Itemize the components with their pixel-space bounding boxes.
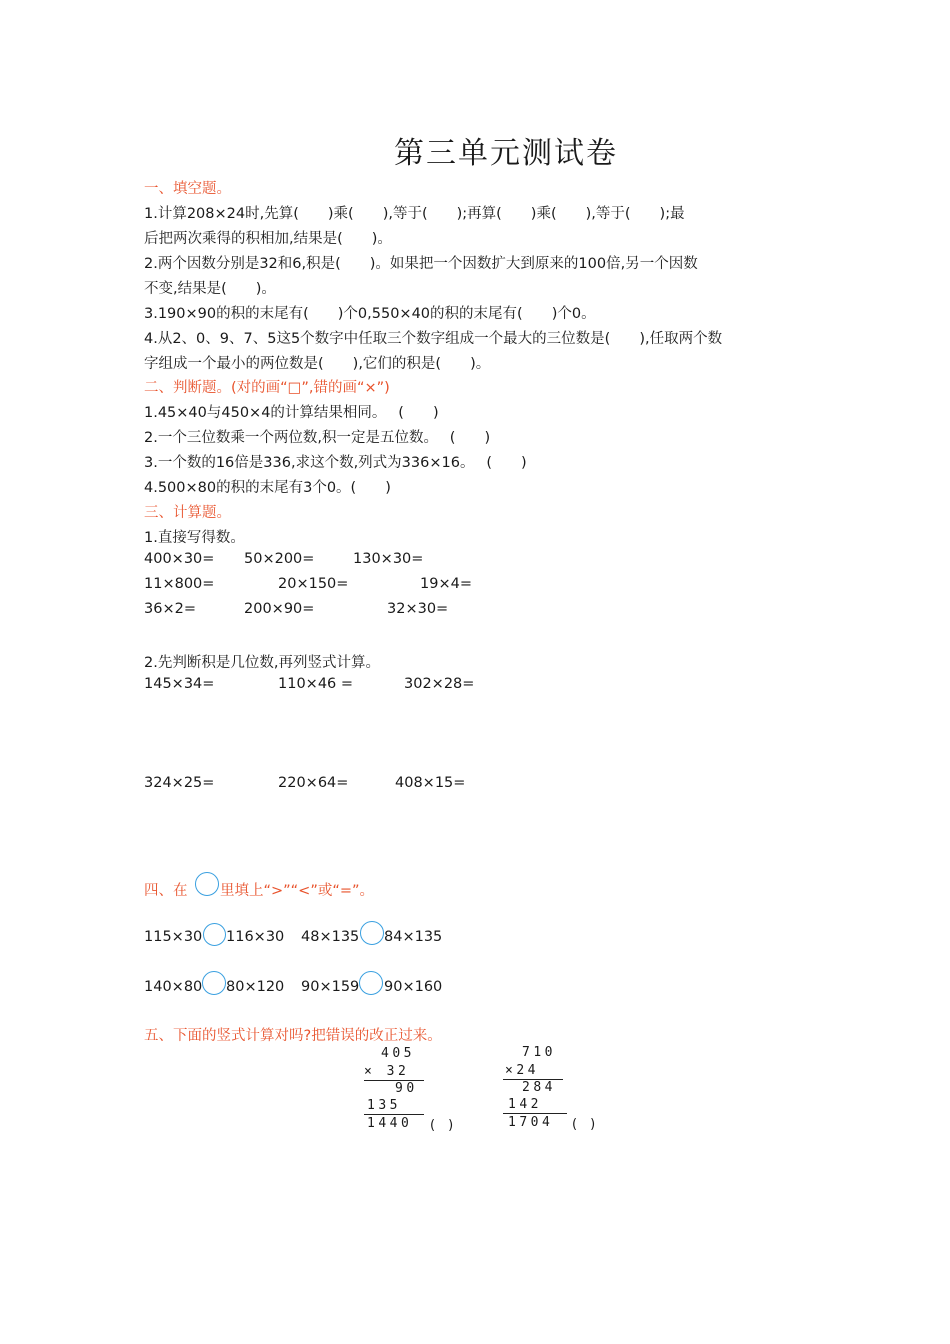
s2-item-1: 1.45×40与450×4的计算结果相同。 ( ) — [144, 405, 439, 421]
calc1-rule-2 — [364, 1114, 424, 1115]
vertical-item: 110×46 = — [278, 676, 354, 692]
s3-sub-1: 1.直接写得数。 — [144, 530, 245, 546]
section-4-heading-pre: 四、在 — [144, 883, 188, 899]
vertical-item: 408×15= — [395, 775, 466, 791]
oral-item: 11×800= — [144, 576, 215, 592]
vertical-item: 220×64= — [278, 775, 349, 791]
calc2-answer-paren: ( ) — [572, 1117, 596, 1132]
section-2-heading: 二、判断题。(对的画“□”,错的画“×”) — [144, 380, 390, 396]
compare-right: 116×30 — [226, 929, 285, 945]
oral-item: 32×30= — [387, 601, 449, 617]
compare-circle-input[interactable] — [203, 923, 226, 946]
oral-item: 20×150= — [278, 576, 349, 592]
s1-line-5: 3.190×90的积的末尾有( )个0,550×40的积的末尾有( )个0。 — [144, 306, 596, 322]
compare-right: 90×160 — [384, 979, 443, 995]
compare-right: 80×120 — [226, 979, 285, 995]
calc2-partial-1: 284 — [522, 1080, 556, 1095]
compare-circle-input[interactable] — [360, 921, 384, 945]
s2-item-3: 3.一个数的16倍是336,求这个数,列式为336×16。 ( ) — [144, 455, 527, 471]
compare-circle-input[interactable] — [359, 971, 383, 995]
oral-item: 36×2= — [144, 601, 196, 617]
vertical-item: 145×34= — [144, 676, 215, 692]
section-5-heading: 五、下面的竖式计算对吗?把错误的改正过来。 — [144, 1028, 442, 1044]
calc2-result: 1704 — [508, 1115, 554, 1130]
compare-left: 115×30 — [144, 929, 203, 945]
oral-item: 400×30= — [144, 551, 215, 567]
calc1-partial-1: 90 — [395, 1081, 418, 1096]
oral-item: 130×30= — [353, 551, 424, 567]
calc2-multiplier: ×24 — [505, 1063, 539, 1078]
s1-line-1: 1.计算208×24时,先算( )乘( ),等于( );再算( )乘( ),等于( );最 — [144, 206, 685, 222]
s1-line-2: 后把两次乘得的积相加,结果是( )。 — [144, 231, 392, 247]
compare-left: 140×80 — [144, 979, 203, 995]
vertical-item: 302×28= — [404, 676, 475, 692]
calc2-rule-2 — [503, 1113, 567, 1114]
oral-item: 200×90= — [244, 601, 315, 617]
s3-sub-2: 2.先判断积是几位数,再列竖式计算。 — [144, 655, 380, 671]
calc1-partial-2: 135 — [367, 1098, 401, 1113]
s2-item-4: 4.500×80的积的末尾有3个0。( ) — [144, 480, 391, 496]
s1-line-6: 4.从2、0、9、7、5这5个数字中任取三个数字组成一个最大的三位数是( ),任取两个数 — [144, 331, 723, 347]
section-4-heading-post: 里填上“>”“<”或“=”。 — [220, 883, 375, 899]
compare-left: 90×159 — [301, 979, 360, 995]
calc1-multiplicand: 405 — [381, 1046, 415, 1061]
s2-item-2: 2.一个三位数乘一个两位数,积一定是五位数。 ( ) — [144, 430, 491, 446]
page-title: 第三单元测试卷 — [394, 136, 618, 171]
section-3-heading: 三、计算题。 — [144, 505, 231, 521]
calc1-answer-paren: ( ) — [430, 1118, 454, 1133]
calc1-result: 1440 — [367, 1116, 413, 1131]
compare-circle-input[interactable] — [202, 971, 226, 995]
calc2-partial-2: 142 — [508, 1097, 542, 1112]
vertical-item: 324×25= — [144, 775, 215, 791]
s1-line-4: 不变,结果是( )。 — [144, 281, 276, 297]
oral-item: 19×4= — [420, 576, 472, 592]
s1-line-3: 2.两个因数分别是32和6,积是( )。如果把一个因数扩大到原来的100倍,另一个因数 — [144, 256, 698, 272]
section-1-heading: 一、填空题。 — [144, 181, 231, 197]
calc2-multiplicand: 710 — [522, 1045, 556, 1060]
calc1-multiplier: × 32 — [364, 1064, 410, 1079]
s1-line-7: 字组成一个最小的两位数是( ),它们的积是( )。 — [144, 356, 491, 372]
compare-right: 84×135 — [384, 929, 443, 945]
compare-left: 48×135 — [301, 929, 360, 945]
compare-circle-icon — [195, 872, 219, 896]
oral-item: 50×200= — [244, 551, 315, 567]
